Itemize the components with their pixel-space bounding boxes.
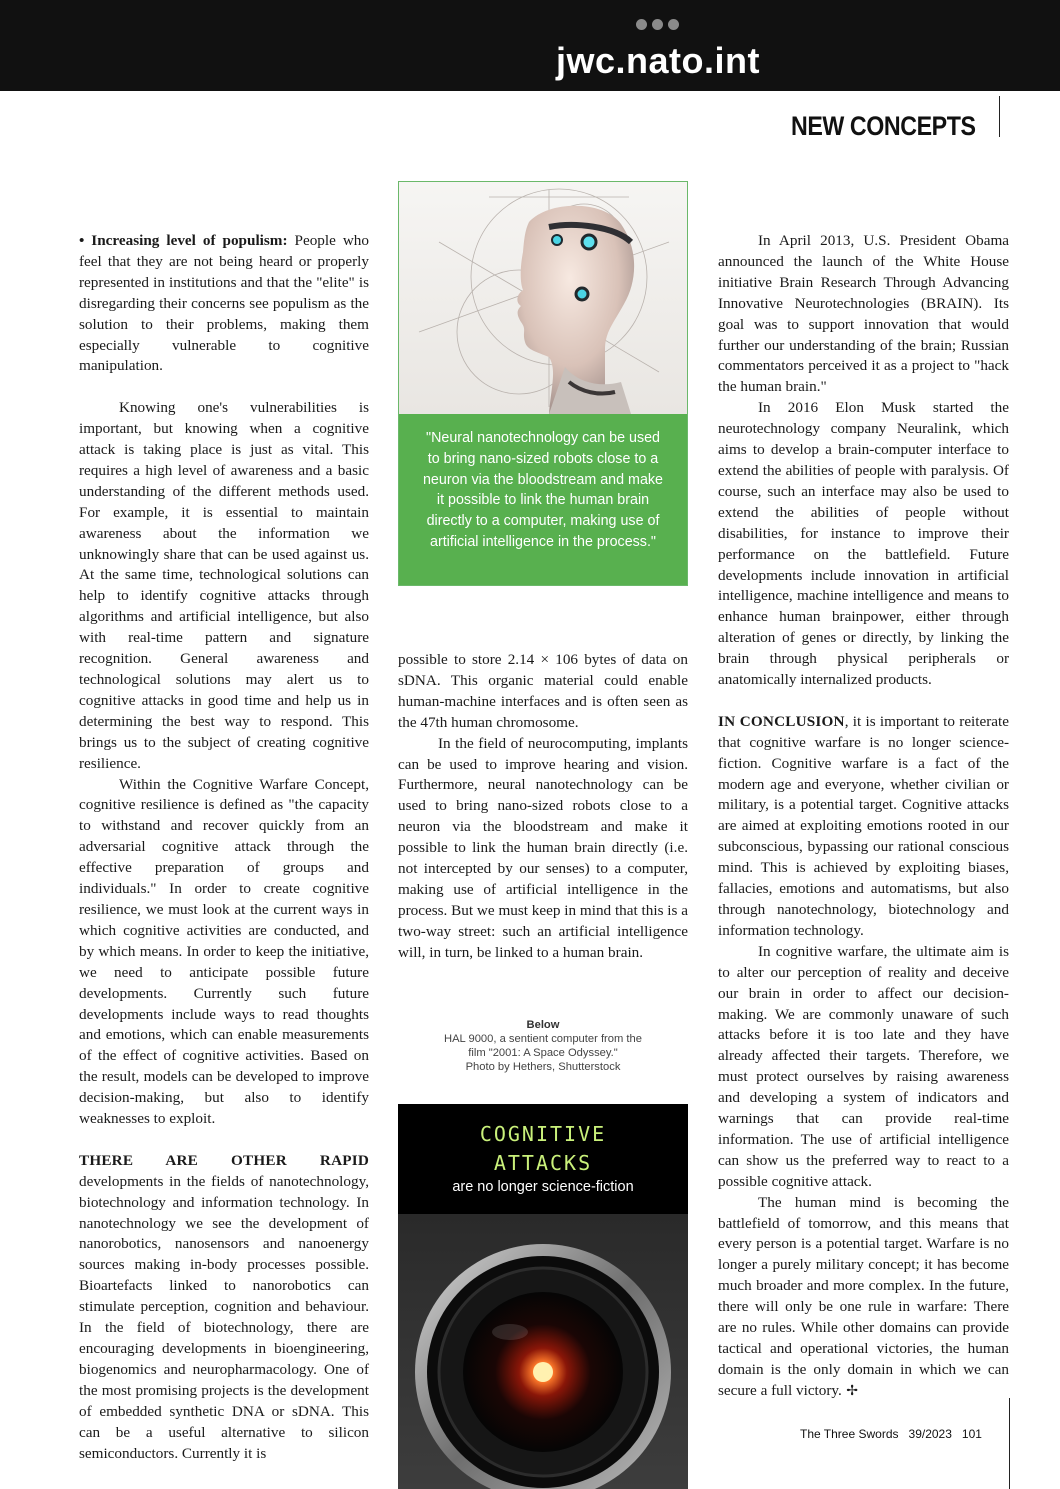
top-bar — [0, 0, 1060, 91]
run-in-heading: THERE ARE OTHER RAPID — [79, 1151, 369, 1169]
figure-subheadline: are no longer science-fiction — [452, 1179, 634, 1195]
site-url[interactable]: jwc.nato.int — [556, 40, 760, 81]
caption-title: Below — [526, 1019, 560, 1031]
paragraph — [79, 231, 369, 377]
hal-eye-illustration — [398, 1214, 688, 1489]
paragraph: Within the Cognitive Warfare Concept, cognitive resilience is defined as "the capacity to withstand and recover quickly from an adversarial cognitive attack through the effective preparation of groups and individuals." In order to create cognitive resilience, we must look at the current ways in which cognitive activities are conducted, and by which means. In order to keep the initiative, we need to anticipate possible future developments. Currently such future developments include ways to read thoughts and emotions, which can enable measurements of the effect of cognitive activities. Based on the result, models can be developed to improve decision-making, but also to identify weaknesses to exploit. — [79, 775, 369, 1128]
publication-name: The Three Swords — [800, 1427, 899, 1441]
paragraph: In the field of neurocomputing, implants can be used to improve hearing and vision. Furthermore, neural nanotechnology can be used to bring nano-sized robots close to a neuron via the bloodstream and make it possible to link the human brain directly (i.e. not intercepted by our senses) to a computer, making use of artificial intelligence in the process. But we must keep in mind that this is a two-way street: such an artificial intelligence will, in turn, be linked to a human brain. — [398, 734, 688, 961]
footer-divider — [1009, 1398, 1010, 1489]
page-footer — [800, 1427, 982, 1441]
end-mark-icon: ✢ — [841, 1382, 859, 1399]
run-in-heading: IN CONCLUSION — [718, 712, 845, 730]
article-column-1 — [79, 231, 369, 1464]
header-divider — [999, 96, 1000, 137]
paragraph-text: , it is important to reiterate that cognitive warfare is no longer science-fiction. Cognitive warfare is a fact of the modern age and everyone, whether civilian or military, is a potential target. Cognitive attacks are aimed at exploiting emotions rooted in our subconscious, bypassing our rational conscious mind. This is achieved by exploiting biases, fallacies, emotions and automatisms, but also through nanotechnology, biotechnology and information technology. — [718, 712, 1009, 939]
hal-figure — [398, 1104, 688, 1489]
paragraph: In 2016 Elon Musk started the neurotechnology company Neuralink, which aims to develop a brain-computer interface to extend the abilities of people with paralysis. Of course, such an interface may also be used to extend the abilities of people without disabilities, for instance to improve their performance on the battlefield. Future developments include innovation in artificial intelligence, machine intelligence and means to enhance human brainpower, either through alteration of genes or directly, by linking the brain through physical peripherals or anatomically internalized products. — [718, 399, 1009, 689]
article-column-2 — [398, 650, 688, 964]
paragraph — [79, 1151, 369, 1465]
issue-number: 39/2023 — [908, 1427, 952, 1441]
caption-credit: Photo by Hethers, Shutterstock — [465, 1061, 621, 1073]
pull-quote: "Neural nanotechnology can be used to bring nano-sized robots close to a neuron via the bloodstream and make it possible to link the human brain directly to a computer, making use of artificial intelligence in the process." — [399, 414, 687, 586]
section-title: NEW CONCEPTS — [791, 111, 976, 141]
photo-caption — [398, 1018, 688, 1074]
more-options-icon[interactable] — [636, 19, 682, 31]
paragraph: In cognitive warfare, the ultimate aim is to alter our perception of reality and deceive our brain in order to affect our decision-making. We are commonly unaware of such attacks before it is too late and they have already affected their targets. Therefore, we must protect ourselves by raising awareness and developing a system of indicators and warnings that can provide real-time information. The use of artificial intelligence can show us the preferred way to react to a possible cognitive attack. — [718, 942, 1009, 1190]
paragraph: possible to store 2.14 × 106 bytes of data on sDNA. This organic material could enable human-machine interfaces and is often seen as the 47th human chromosome. — [398, 651, 688, 731]
paragraph: Knowing one's vulnerabilities is important, but knowing when a cognitive attack is taking place is just as vital. This requires a high level of awareness and a basic understanding of the different methods used. For example, it is essential to maintain awareness about the information we unknowingly share that can be used against us. At the same time, technological solutions can help to identify cognitive attacks through algorithms and artificial intelligence, but also with real-time pattern and signature recognition. General awareness and technological solutions may alert us to cognitive attacks in good time and help us in determining the best way to respond. This brings us to the subject of creating cognitive resilience. — [79, 399, 369, 772]
paragraph: In April 2013, U.S. President Obama announced the launch of the White House initiative Brain Research Through Advancing Innovative Neurotechnologies (BRAIN). Its goal was to support innovation that would further our understanding of the brain; Russian commentators perceived it as a project to "hack the human brain." — [718, 232, 1009, 396]
figure-headline: COGNITIVE ATTACKS — [479, 1122, 607, 1175]
paragraph — [718, 1193, 1009, 1402]
paragraph — [718, 712, 1009, 942]
robot-head-illustration — [399, 182, 687, 414]
robot-figure — [398, 181, 688, 586]
caption-line: HAL 9000, a sentient computer from the — [444, 1033, 642, 1045]
bullet-heading: • Increasing level of populism: — [79, 232, 288, 249]
paragraph-text: People who feel that they are not being heard or properly represented in institutions and that the "elite" is disregarding their concerns see populism as the solution to their problems, making them especially vulnerable to cognitive manipulation. — [79, 232, 369, 375]
paragraph-text: The human mind is becoming the battlefield of tomorrow, and this means that every person is a potential target. Warfare is no longer a purely military concept; it has become much broader and more complex. In the future, there will only be one rule in warfare: There are no rules. While other domains can provide tactical and operational victories, the human domain is the only domain in which we can secure a full victory. — [718, 1193, 1009, 1399]
paragraph-text: developments in the fields of nanotechnology, biotechnology and information technology. In nanotechnology we see the development of nanorobotics, nanosensors and nanoenergy sources making in-body processes possible. Bioartefacts linked to nanorobotics can stimulate perception, cognition and behaviour. In the field of biotechnology, there are encouraging developments in bioengineering, biogenomics and neuropharmacology. One of the most promising projects is the development of embedded synthetic DNA or sDNA. This can be a useful alternative to silicon semiconductors. Currently it is — [79, 1172, 369, 1462]
article-column-3 — [718, 231, 1009, 1402]
page-number: 101 — [961, 1427, 982, 1441]
caption-line: film "2001: A Space Odyssey." — [468, 1047, 618, 1059]
